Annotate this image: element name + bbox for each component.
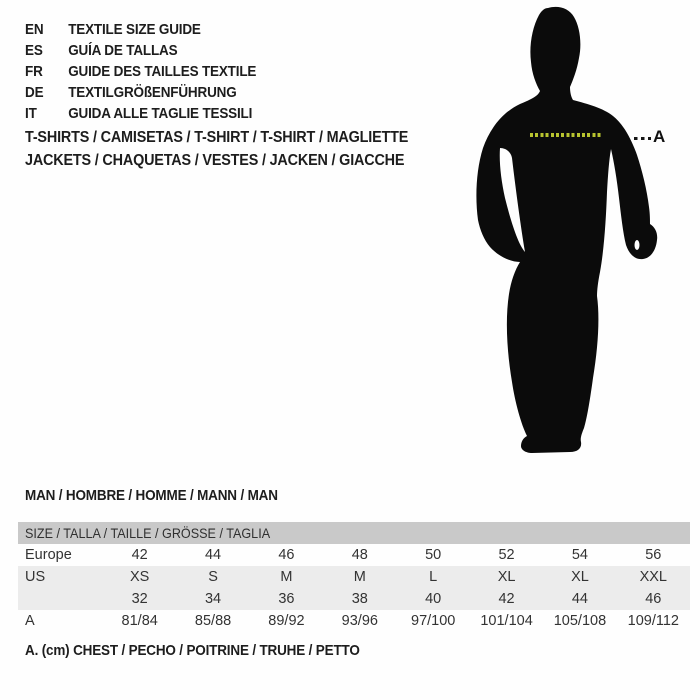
size-value: 42 [131,547,148,563]
size-value: 97/100 [411,613,456,629]
size-value: M [353,569,366,585]
language-row-en [25,19,282,40]
size-value: M [280,569,293,585]
chest-measure-dotted-line [530,133,603,137]
size-value: 44 [571,591,588,607]
row-label: Europe [25,547,72,563]
measure-label-a: A [653,127,666,146]
size-value: XL [497,569,516,585]
garment-line-jackets: JACKETS / CHAQUETAS / VESTES / JACKEN / GIACCHE [25,152,405,169]
language-row-it [25,103,282,124]
size-value: 50 [425,547,442,563]
table-row-chest-cm [18,610,690,632]
size-value: 46 [645,591,662,607]
size-value: S [208,569,218,585]
size-value: 101/104 [480,613,533,629]
size-value: 109/112 [627,613,679,629]
size-value: 52 [498,547,515,563]
size-value: 32 [131,591,148,607]
size-value: 48 [351,547,368,563]
language-title: GUÍA DE TALLAS [68,42,178,59]
language-title: TEXTILGRÖßENFÜHRUNG [68,84,237,101]
measure-leader-dashes [634,137,651,140]
row-label: A [25,613,35,629]
table-row-us [18,566,690,588]
size-value: 93/96 [341,613,378,629]
size-value: 36 [278,591,295,607]
row-label: US [25,569,46,585]
size-value: 56 [645,547,662,563]
table-row-numeric [18,588,690,610]
size-value: XXL [639,569,668,585]
size-value: 54 [571,547,588,563]
language-title: GUIDA ALLE TAGLIE TESSILI [68,105,253,122]
language-code: EN [25,21,44,38]
size-value: 81/84 [121,613,158,629]
size-value: 38 [351,591,368,607]
language-code: ES [25,42,43,59]
man-silhouette [440,0,696,456]
size-value: 44 [204,547,222,563]
language-row-de [25,82,282,103]
section-title-man: MAN / HOMBRE / HOMME / MANN / MAN [25,487,278,504]
table-row-europe [18,544,690,566]
garment-line-tshirts: T-SHIRTS / CAMISETAS / T-SHIRT / T-SHIRT / MAGLIETTE [25,129,409,146]
language-title: TEXTILE SIZE GUIDE [68,21,201,38]
size-table [18,522,690,632]
language-title: GUIDE DES TAILLES TEXTILE [68,63,257,80]
size-value: 40 [425,591,442,607]
language-row-es [25,40,282,61]
size-value: 89/92 [268,613,305,629]
language-code: FR [25,63,43,80]
footnote-chest-legend: A. (cm) CHEST / PECHO / POITRINE / TRUHE / PETTO [25,642,360,659]
size-value: XS [130,569,150,585]
size-value: 105/108 [553,613,607,629]
size-value: L [429,569,438,585]
size-value: XL [571,569,589,585]
language-code: DE [25,84,44,101]
size-value: 85/88 [194,613,232,629]
size-value: 46 [278,547,295,563]
row-label [18,588,103,610]
language-row-fr [25,61,282,82]
size-table-header: SIZE / TALLA / TAILLE / GRÖSSE / TAGLIA [18,522,690,544]
size-value: 34 [204,591,222,607]
garment-type-block [25,126,451,172]
language-code: IT [25,105,37,122]
size-value: 42 [498,591,515,607]
language-title-block [25,19,282,124]
